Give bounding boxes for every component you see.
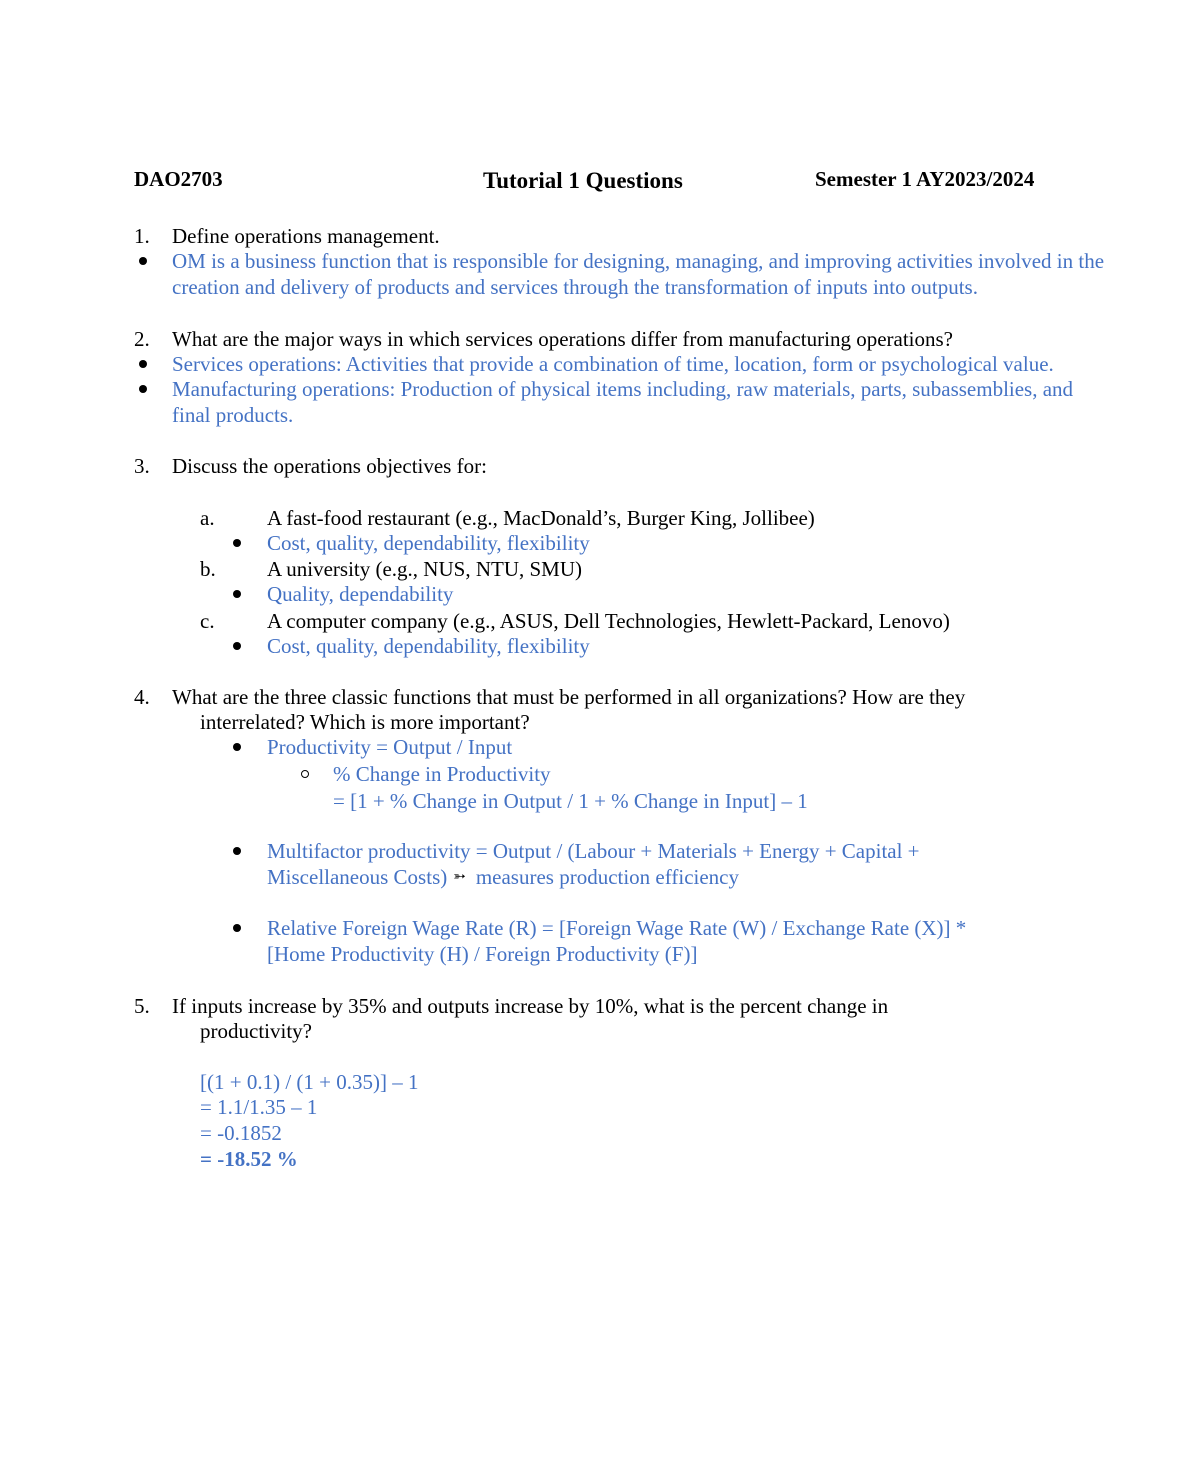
bullet-icon [233, 924, 241, 932]
question-2-answer-1: Services operations: Activities that provide a combination of time, location, form or psychological value. [172, 352, 1054, 376]
question-3a-letter: a. [200, 506, 215, 530]
wage-rate-formula-line-2: [Home Productivity (H) / Foreign Productivity (F)] [267, 942, 698, 966]
question-5-number: 5. [134, 994, 150, 1018]
wage-rate-formula-line-1: Relative Foreign Wage Rate (R) = [Foreign Wage Rate (W) / Exchange Rate (X)] * [267, 916, 967, 940]
question-3-text: Discuss the operations objectives for: [172, 454, 487, 478]
question-2-answer-2-line-1: Manufacturing operations: Production of physical items including, raw materials, parts, subassemblies, and [172, 377, 1074, 401]
course-code: DAO2703 [134, 167, 223, 191]
bullet-icon [233, 590, 241, 598]
question-1-number: 1. [134, 224, 150, 248]
question-3b-answer: Quality, dependability [267, 582, 454, 606]
multifactor-formula-costs: Miscellaneous Costs) [267, 865, 448, 889]
question-2-text: What are the major ways in which services operations differ from manufacturing operations? [172, 327, 953, 351]
question-3c-answer: Cost, quality, dependability, flexibility [267, 634, 590, 658]
bullet-icon [139, 360, 147, 368]
page-title: Tutorial 1 Questions [483, 168, 683, 193]
semester-label: Semester 1 AY2023/2024 [815, 167, 1035, 191]
bullet-icon [233, 539, 241, 547]
question-4-text-line-1: What are the three classic functions that must be performed in all organizations? How are they [172, 685, 966, 709]
question-3c-letter: c. [200, 609, 215, 633]
bullet-icon [139, 385, 147, 393]
bullet-icon [233, 743, 241, 751]
question-3a-answer: Cost, quality, dependability, flexibility [267, 531, 590, 555]
multifactor-formula-note: measures production efficiency [475, 865, 739, 889]
question-1-text: Define operations management. [172, 224, 440, 248]
bullet-icon [233, 642, 241, 650]
calculation-result: = -18.52 % [200, 1147, 298, 1171]
multifactor-formula-line-2 [267, 864, 739, 890]
question-5-text-line-2: productivity? [200, 1019, 312, 1043]
circle-bullet-icon [301, 770, 309, 778]
question-2-number: 2. [134, 327, 150, 351]
productivity-formula: Productivity = Output / Input [267, 735, 513, 759]
percent-change-formula: = [1 + % Change in Output / 1 + % Change in Input] – 1 [333, 789, 808, 813]
bullet-icon [233, 847, 241, 855]
arrow-icon: ➳ [453, 869, 466, 885]
calculation-step-2: = 1.1/1.35 – 1 [200, 1095, 318, 1119]
question-4-number: 4. [134, 685, 150, 709]
question-1-answer-line-1: OM is a business function that is responsible for designing, managing, and improving activities involved in the [172, 249, 1105, 273]
bullet-icon [139, 257, 147, 265]
question-3b-letter: b. [200, 557, 216, 581]
question-3b-text: A university (e.g., NUS, NTU, SMU) [267, 557, 582, 581]
multifactor-formula-line-1: Multifactor productivity = Output / (Labour + Materials + Energy + Capital + [267, 839, 920, 863]
question-3-number: 3. [134, 454, 150, 478]
question-4-text-line-2: interrelated? Which is more important? [200, 710, 530, 734]
question-2-answer-2-line-2: final products. [172, 403, 294, 427]
calculation-step-1: [(1 + 0.1) / (1 + 0.35)] – 1 [200, 1070, 419, 1094]
percent-change-label: % Change in Productivity [333, 762, 551, 786]
question-3c-text: A computer company (e.g., ASUS, Dell Technologies, Hewlett-Packard, Lenovo) [267, 609, 950, 633]
question-5-text-line-1: If inputs increase by 35% and outputs increase by 10%, what is the percent change in [172, 994, 889, 1018]
question-1-answer-line-2: creation and delivery of products and services through the transformation of inputs into outputs. [172, 275, 978, 299]
question-3a-text: A fast-food restaurant (e.g., MacDonald’s, Burger King, Jollibee) [267, 506, 815, 530]
calculation-step-3: = -0.1852 [200, 1121, 282, 1145]
